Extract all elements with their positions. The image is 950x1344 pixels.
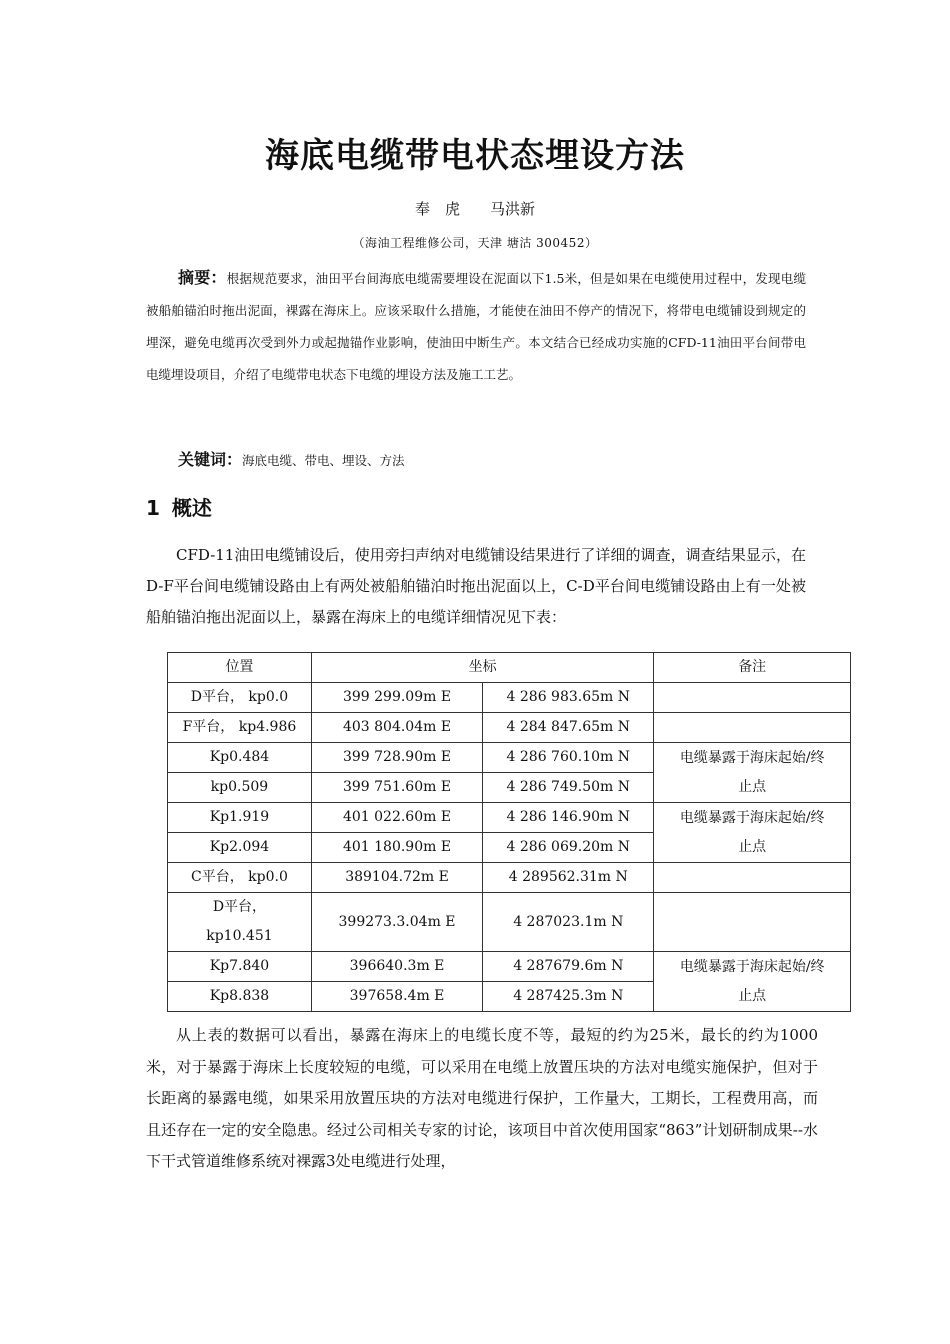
note-line: 止点 <box>738 987 767 1004</box>
cell-northing: 4 286 983.65m N <box>483 683 654 713</box>
table-row <box>168 743 851 773</box>
affiliation: （海油工程维修公司，天津 塘沽 300452） <box>352 236 598 250</box>
cell-note-empty <box>654 893 851 952</box>
cell-easting: 401 022.60m E <box>311 803 482 833</box>
table-row <box>168 893 851 952</box>
cell-note-empty <box>654 863 851 893</box>
header-note: 备注 <box>654 653 851 683</box>
note-line: 止点 <box>738 778 767 795</box>
cell-position: D平台， kp0.0 <box>168 683 312 713</box>
cell-position: Kp0.484 <box>168 743 312 773</box>
table-row <box>168 952 851 982</box>
cell-note-empty <box>654 683 851 713</box>
cell-easting: 389104.72m E <box>311 863 482 893</box>
note-line: 电缆暴露于海床起始/终 <box>679 958 825 975</box>
header-position: 位置 <box>168 653 312 683</box>
note-line: 止点 <box>738 838 767 855</box>
cell-note-empty <box>654 713 851 743</box>
abstract-text: 根据规范要求，油田平台间海底电缆需要埋设在泥面以下1.5米，但是如果在电缆使用过程中，发现电缆被船舶锚泊时拖出泥面，裸露在海床上。应该采取什么措施，才能使在油田不停产的情况下，将带电电缆铺设到规定的埋深，避免电缆再次受到外力或起抛锚作业影响，使油田中断生产。本文结合已经成功实施的CFD-11油田平台间带电电缆埋设项目，介绍了电缆带电状态下电缆的埋设方法及施工工艺。 <box>146 271 806 382</box>
cell-northing: 4 287425.3m N <box>483 982 654 1012</box>
cell-position: Kp2.094 <box>168 833 312 863</box>
cell-easting: 401 180.90m E <box>311 833 482 863</box>
cell-position: C平台， kp0.0 <box>168 863 312 893</box>
cell-northing: 4 286 760.10m N <box>483 743 654 773</box>
position-line: D平台， <box>212 899 267 915</box>
cell-northing: 4 289562.31m N <box>483 863 654 893</box>
cell-position: kp0.509 <box>168 773 312 803</box>
cell-position: Kp7.840 <box>168 952 312 982</box>
paper-title: 海底电缆带电状态埋设方法 <box>265 136 685 176</box>
cell-easting: 397658.4m E <box>311 982 482 1012</box>
cell-note <box>654 803 851 863</box>
cell-position <box>168 893 312 952</box>
coordinates-table <box>167 652 851 1012</box>
cell-northing: 4 287679.6m N <box>483 952 654 982</box>
cell-note <box>654 743 851 803</box>
table-header-row <box>168 653 851 683</box>
cell-easting: 399 299.09m E <box>311 683 482 713</box>
paragraph: CFD-11油田电缆铺设后，使用旁扫声纳对电缆铺设结果进行了详细的调查，调查结果显示，在D-F平台间电缆铺设路由上有两处被船舶锚泊时拖出泥面以上，C-D平台间电缆铺设路由上有一处被船舶锚泊拖出泥面以上，暴露在海床上的电缆详细情况见下表： <box>146 546 806 626</box>
note-line: 电缆暴露于海床起始/终 <box>679 809 825 826</box>
cell-northing: 4 287023.1m N <box>483 893 654 952</box>
authors: 奉 虎 马洪新 <box>414 200 535 218</box>
position-line: kp10.451 <box>206 928 273 944</box>
cell-easting: 399273.3.04m E <box>311 893 482 952</box>
table-row <box>168 713 851 743</box>
section-title: 概述 <box>171 496 212 520</box>
cell-easting: 396640.3m E <box>311 952 482 982</box>
cell-northing: 4 286 069.20m N <box>483 833 654 863</box>
table-row <box>168 683 851 713</box>
cell-easting: 403 804.04m E <box>311 713 482 743</box>
cell-northing: 4 286 146.90m N <box>483 803 654 833</box>
cell-northing: 4 284 847.65m N <box>483 713 654 743</box>
abstract-label: 摘要： <box>178 268 227 287</box>
cell-easting: 399 751.60m E <box>311 773 482 803</box>
cell-note <box>654 952 851 1012</box>
keywords-label: 关键词： <box>178 450 243 469</box>
keywords <box>178 446 405 475</box>
abstract <box>146 262 806 391</box>
paragraph: 从上表的数据可以看出，暴露在海床上的电缆长度不等，最短的约为25米，最长的约为1000米，对于暴露于海床上长度较短的电缆，可以采用在电缆上放置压块的方法对电缆实施保护，但对于长距离的暴露电缆，如果采用放置压块的方法对电缆进行保护，工作量大，工期长，工程费用高，而且还存在一定的安全隐患。经过公司相关专家的讨论，该项目中首次使用国家“863”计划研制成果--水下干式管道维修系统对裸露3处电缆进行处理， <box>146 1026 818 1170</box>
cell-easting: 399 728.90m E <box>311 743 482 773</box>
section-heading <box>146 492 212 521</box>
table-row <box>168 803 851 833</box>
note-line: 电缆暴露于海床起始/终 <box>679 749 825 766</box>
cell-northing: 4 286 749.50m N <box>483 773 654 803</box>
section-number: 1 <box>146 496 160 520</box>
table-row <box>168 863 851 893</box>
cell-position: F平台， kp4.986 <box>168 713 312 743</box>
cell-position: Kp1.919 <box>168 803 312 833</box>
keywords-text: 海底电缆、带电、埋设、方法 <box>242 453 405 468</box>
header-coords: 坐标 <box>311 653 654 683</box>
cell-position: Kp8.838 <box>168 982 312 1012</box>
